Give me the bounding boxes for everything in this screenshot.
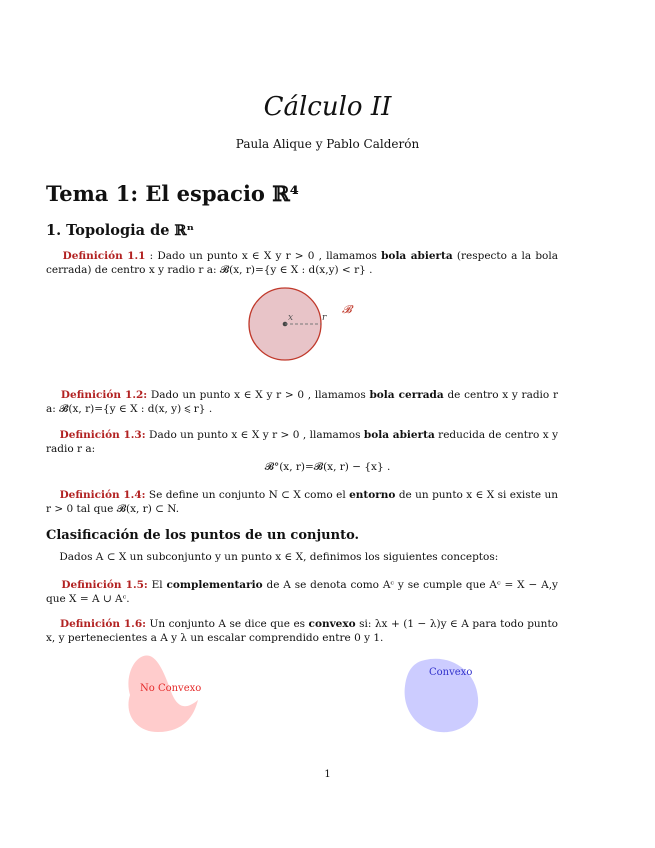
definition-text: El (147, 579, 167, 591)
document-authors: Paula Alique y Pablo Calderón (235, 137, 420, 151)
definition-text: (respecto a la bola cerrada) de centro x y radio r a: 𝓑(x, r)={y ∈ X : d(x,y) < r} . (46, 250, 558, 276)
definition-term: bola abierta (381, 250, 453, 262)
definition-1-6 (46, 617, 558, 645)
section-heading: 1. Topologia de ℝⁿ (46, 222, 195, 239)
definition-1-5 (46, 578, 558, 606)
document-title: Cálculo II (263, 92, 392, 122)
definition-1-1 (46, 249, 558, 277)
definition-text: reducida de centro x y radio r a: (46, 429, 558, 455)
definition-text: si: λx + (1 − λ)y ∈ A para todo punto x, y pertenecientes a A y λ un escalar comprendido entre 0 y 1. (46, 618, 558, 644)
intro-text: Dados A ⊂ X un subconjunto y un punto x ∈ X, definimos los siguientes conceptos: (59, 551, 499, 563)
definition-text: Un conjunto A se dice que es (146, 618, 309, 630)
convex-label: Convexo (429, 667, 473, 678)
definition-term: bola cerrada (369, 389, 444, 401)
definition-text: : Dado un punto x ∈ X y r > 0 , llamamos (145, 250, 382, 262)
definition-1-3-equation: 𝓑°(x, r)=𝓑(x, r) − {x} . (264, 461, 391, 473)
definition-text: de A se denota como Aᶜ y se cumple que Aᶜ = X − A,y que X = A ∪ Aᶜ. (46, 579, 558, 605)
definition-label: Definición 1.2: (60, 389, 148, 401)
definition-term: entorno (349, 489, 396, 501)
non-convex-label: No Convexo (140, 683, 202, 694)
definition-term: bola abierta (363, 429, 435, 441)
definition-term: complementario (166, 579, 263, 591)
definition-text: Dado un punto x ∈ X y r > 0 , llamamos (145, 429, 364, 441)
definition-text: de centro x y radio r a: 𝓑̄(x, r)={y ∈ X : d(x, y) ⩽ r} . (46, 389, 558, 415)
page-number: 1 (324, 769, 331, 780)
ball-radius-label: r (322, 313, 327, 323)
definition-text: de un punto x ∈ X si existe un r > 0 tal que 𝓑(x, r) ⊂ N. (46, 489, 558, 515)
definition-label: Definición 1.1 (62, 250, 146, 262)
definition-1-3 (46, 428, 558, 456)
convexity-figure (100, 650, 500, 740)
definition-1-4 (46, 488, 558, 516)
intro-paragraph (46, 550, 558, 564)
definition-text: Dado un punto x ∈ X y r > 0 , llamamos (147, 389, 370, 401)
ball-set-label: 𝓑 (342, 303, 352, 316)
definition-label: Definición 1.6: (59, 618, 147, 630)
definition-label: Definición 1.4: (59, 489, 146, 501)
open-ball-figure (240, 280, 370, 372)
definition-term: convexo (308, 618, 356, 630)
definition-text: Se define un conjunto N ⊂ X como el (145, 489, 350, 501)
subsection-heading: Clasificación de los puntos de un conjunto. (46, 528, 360, 543)
definition-1-2 (46, 388, 558, 416)
definition-label: Definición 1.5: (61, 579, 148, 591)
definition-label: Definición 1.3: (59, 429, 146, 441)
chapter-heading: Tema 1: El espacio ℝ⁴ (46, 181, 299, 206)
ball-center-label: x (288, 313, 294, 323)
